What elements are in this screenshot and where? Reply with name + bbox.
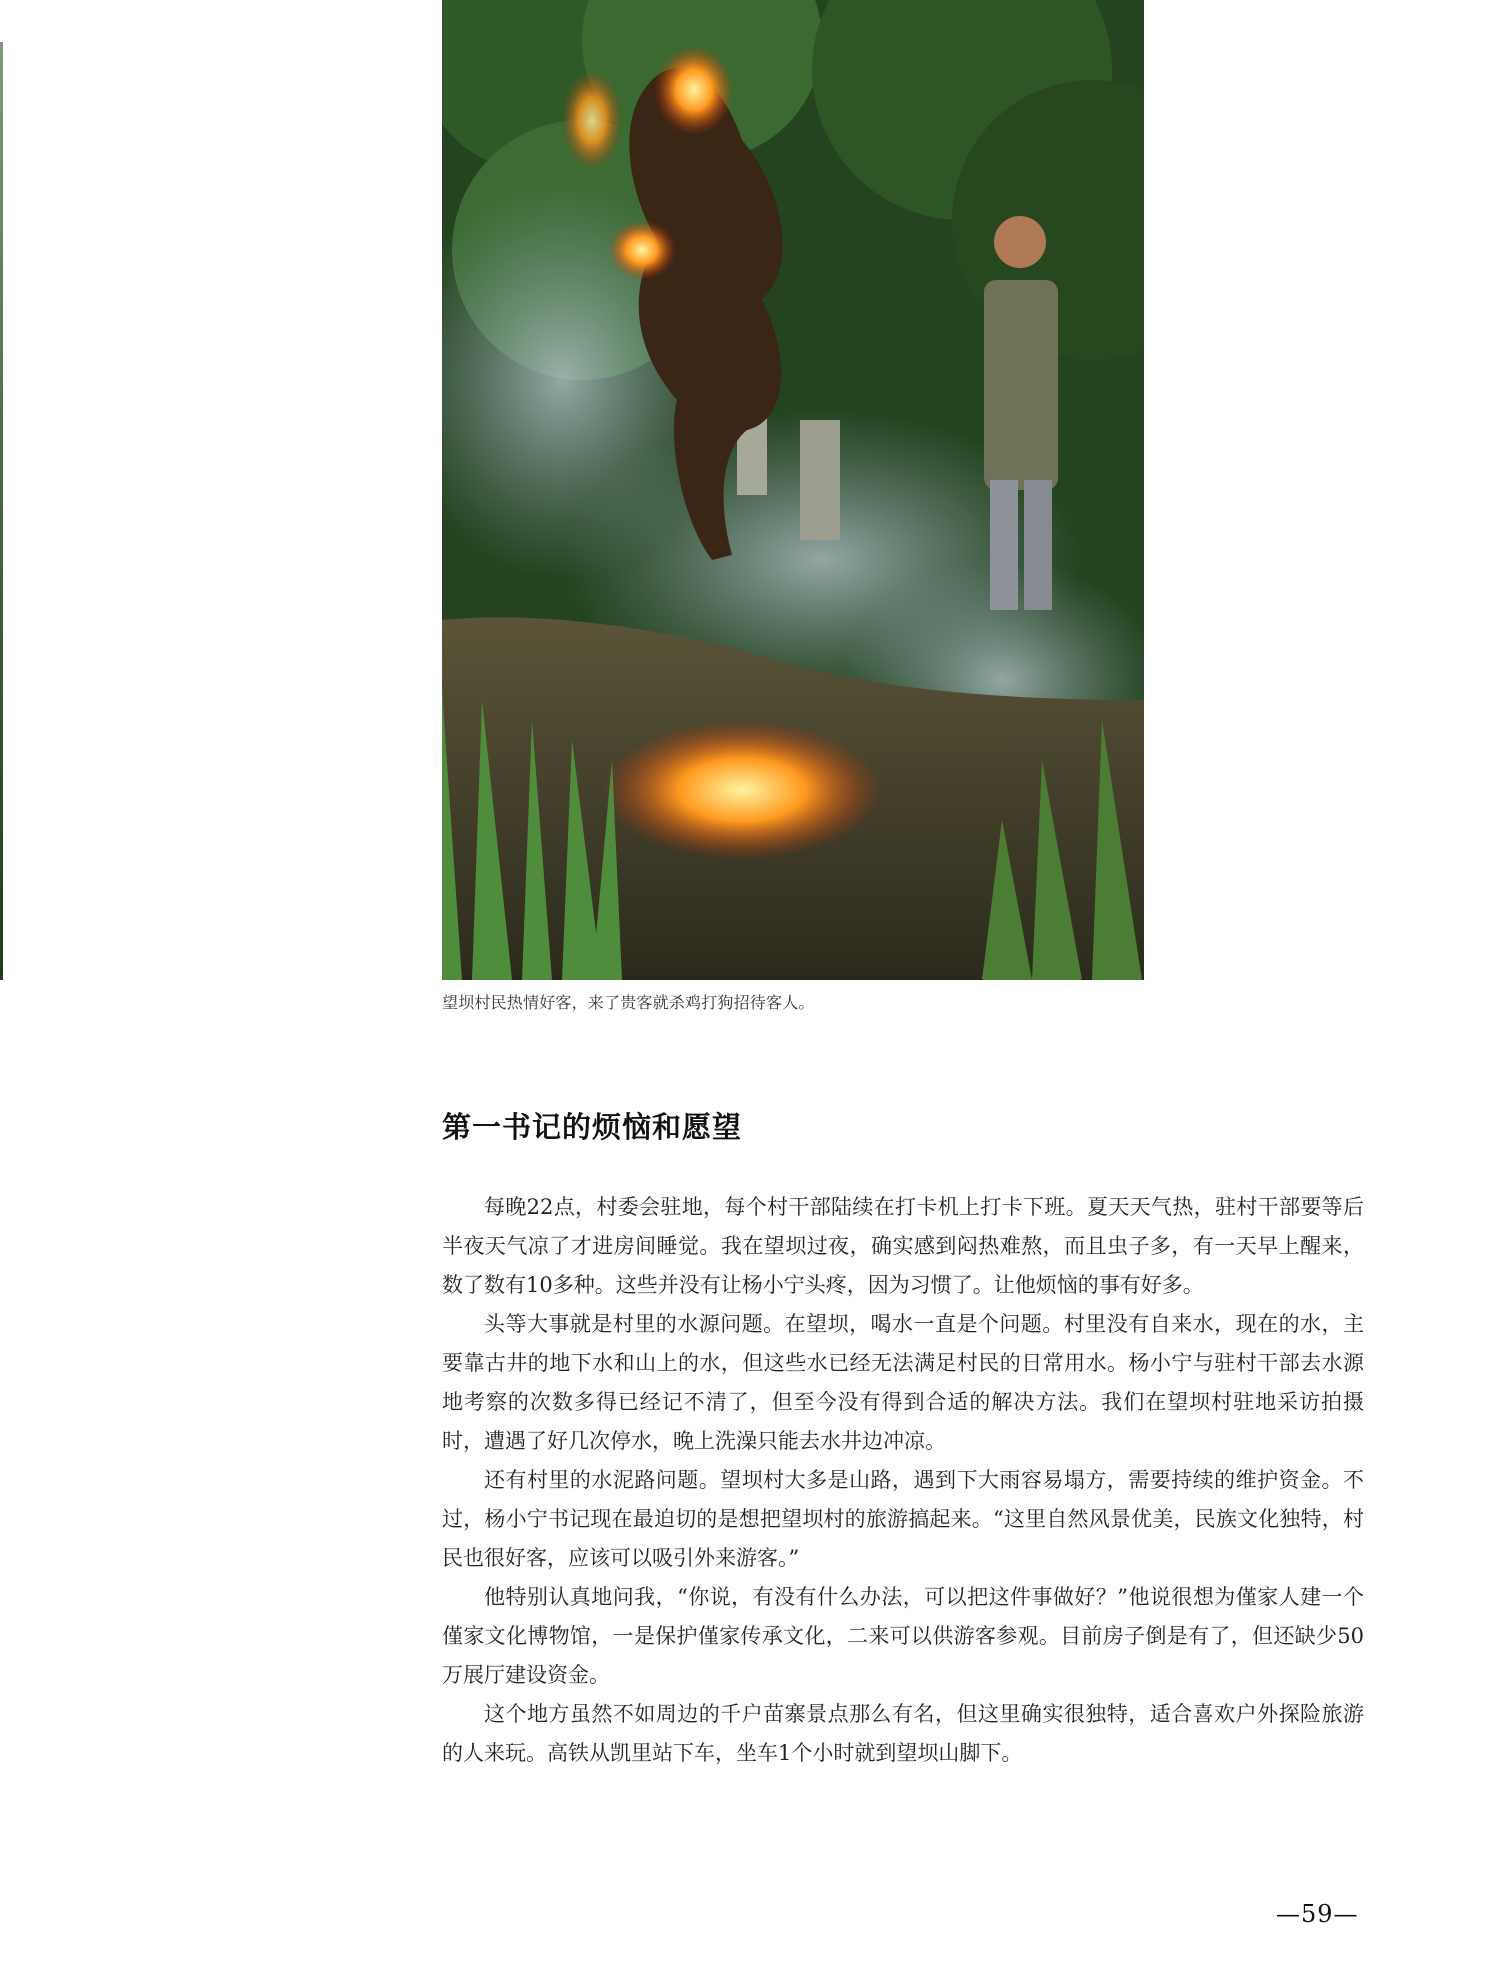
paragraph: 还有村里的水泥路问题。望坝村大多是山路，遇到下大雨容易塌方，需要持续的维护资金。不过，杨小宁书记现在最迫切的是想把望坝村的旅游搞起来。“这里自然风景优美，民族文化独特，村民也很好客，应该可以吸引外来游客。” (442, 1468, 1364, 1570)
paragraph: 这个地方虽然不如周边的千户苗寨景点那么有名，但这里确实很独特，适合喜欢户外探险旅游的人来玩。高铁从凯里站下车，坐车1个小时就到望坝山脚下。 (442, 1702, 1364, 1765)
left-photo-edge (0, 42, 3, 980)
paragraph: 每晚22点，村委会驻地，每个村干部陆续在打卡机上打卡下班。夏天天气热，驻村干部要等后半夜天气凉了才进房间睡觉。我在望坝过夜，确实感到闷热难熬，而且虫子多，有一天早上醒来，数了数有10多种。这些并没有让杨小宁头疼，因为习惯了。让他烦恼的事有好多。 (442, 1195, 1364, 1297)
section-title: 第一书记的烦恼和愿望 (442, 1110, 743, 1144)
article-body (442, 1188, 1364, 1773)
article-photo (442, 0, 1144, 980)
photo-caption: 望坝村民热情好客，来了贵客就杀鸡打狗招待客人。 (442, 993, 815, 1012)
page-number: —59— (1276, 1900, 1359, 1928)
paragraph: 他特别认真地问我，“你说，有没有什么办法，可以把这件事做好？”他说很想为僅家人建一个僅家文化博物馆，一是保护僅家传承文化，二来可以供游客参观。目前房子倒是有了，但还缺少50万展厅建设资金。 (442, 1585, 1364, 1687)
photo-illustration (442, 0, 1144, 980)
paragraph: 头等大事就是村里的水源问题。在望坝，喝水一直是个问题。村里没有自来水，现在的水，主要靠古井的地下水和山上的水，但这些水已经无法满足村民的日常用水。杨小宁与驻村干部去水源地考察的次数多得已经记不清了，但至今没有得到合适的解决方法。我们在望坝村驻地采访拍摄时，遭遇了好几次停水，晚上洗澡只能去水井边冲凉。 (442, 1312, 1364, 1453)
